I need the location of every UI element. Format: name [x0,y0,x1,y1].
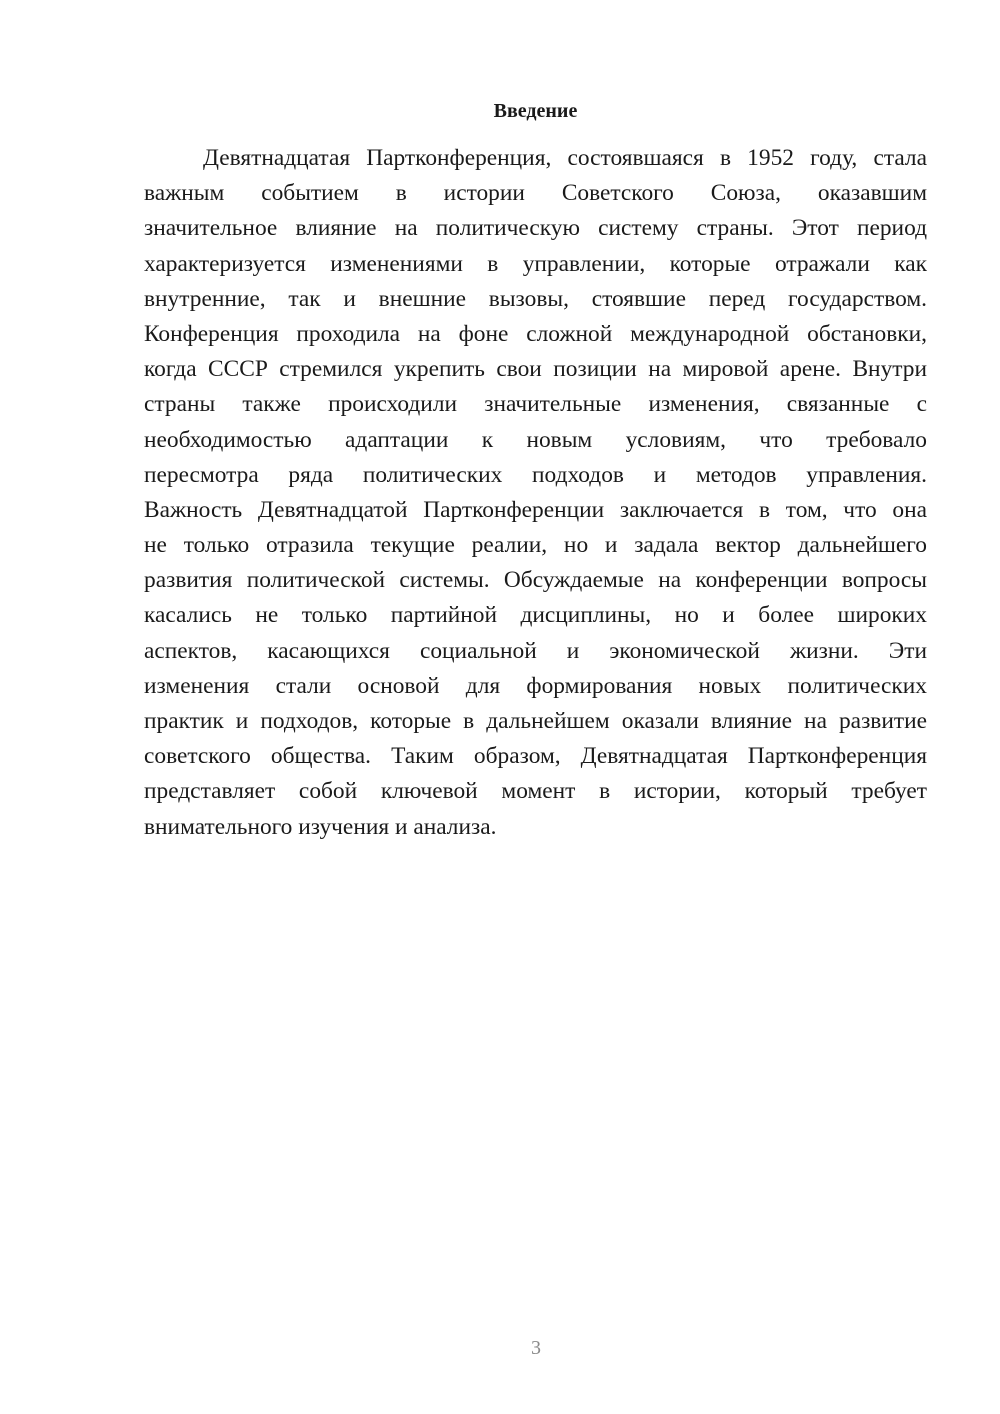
introduction-paragraph [144,141,927,845]
section-heading: Введение [493,100,578,122]
paragraph-line: касались не только партийной дисциплины, но и более широких [144,602,927,629]
paragraph-line: страны также происходили значительные изменения, связанные с [144,391,927,418]
page-number: 3 [531,1337,541,1359]
paragraph-line: внутренние, так и внешние вызовы, стоявшие перед государством. [144,285,927,312]
paragraph-line: изменения стали основой для формирования новых политических [144,672,927,699]
paragraph-line: Важность Девятнадцатой Партконференции заключается в том, что она [144,496,927,523]
paragraph-line: советского общества. Таким образом, Девятнадцатая Партконференция [144,743,927,770]
paragraph-line: представляет собой ключевой момент в истории, который требует [144,778,927,805]
paragraph-line: практик и подходов, которые в дальнейшем оказали влияние на развитие [144,708,927,734]
paragraph-line: пересмотра ряда политических подходов и методов управления. [144,461,927,488]
paragraph-line: когда СССР стремился укрепить свои позиции на мировой арене. Внутри [144,356,927,383]
paragraph-line: Конференция проходила на фоне сложной международной обстановки, [144,320,927,347]
paragraph-line: развития политической системы. Обсуждаемые на конференции вопросы [144,567,927,594]
paragraph-line: значительное влияние на политическую систему страны. Этот период [144,215,927,242]
paragraph-line: внимательного изучения и анализа. [144,813,497,840]
paragraph-line: Девятнадцатая Партконференция, состоявшаяся в 1952 году, стала [203,145,927,171]
paragraph-line: характеризуется изменениями в управлении, которые отражали как [144,250,927,277]
paragraph-line: аспектов, касающихся социальной и экономической жизни. Эти [144,637,927,664]
paragraph-line: не только отразила текущие реалии, но и задала вектор дальнейшего [144,532,927,559]
paragraph-line: необходимостью адаптации к новым условиям, что требовало [144,426,927,453]
paragraph-line: важным событием в истории Советского Союза, оказавшим [144,180,927,207]
